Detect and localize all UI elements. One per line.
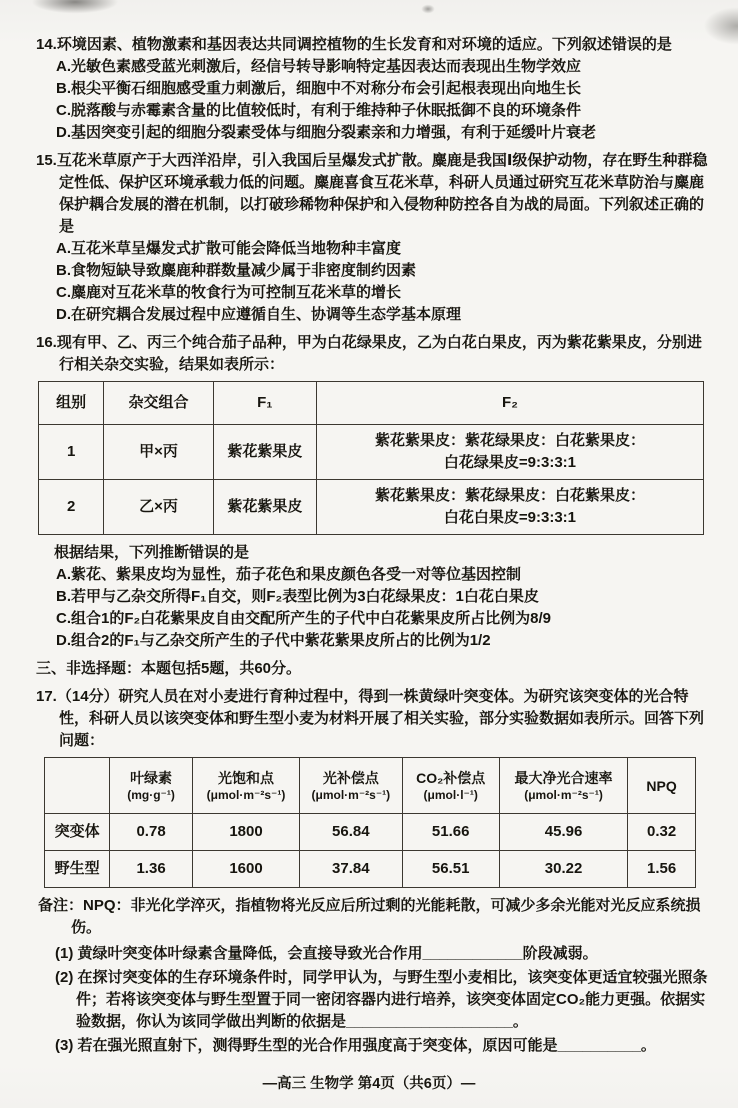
q16-row1-f2-line2: 白花绿果皮=9:3:3:1	[443, 454, 577, 471]
q17-mutant-light-saturation: 1800	[192, 814, 299, 851]
page-footer: —高三 生物学 第4页（共6页）—	[262, 1076, 476, 1092]
q17-wildtype-npq: 1.56	[628, 851, 696, 888]
question-16	[36, 332, 708, 652]
q17-table-row-wildtype	[45, 851, 696, 888]
q17-header-co2-compensation-name: CO₂补偿点	[416, 770, 486, 786]
q17-header-co2-compensation-unit: (μmol·l⁻¹)	[423, 788, 478, 802]
q17-header-chlorophyll	[110, 758, 193, 814]
q16-row2-cross: 乙×丙	[104, 480, 213, 535]
q17-header-light-saturation-name: 光饱和点	[218, 770, 274, 786]
q17-table-header-row	[45, 758, 696, 814]
q17-header-npq-name: NPQ	[646, 777, 677, 794]
q17-header-npq	[628, 758, 696, 814]
q16-row1-f2	[316, 425, 703, 480]
q16-option-d: D.组合2的F₁与乙杂交所产生的子代中紫花紫果皮所占的比例为1/2	[56, 632, 491, 649]
q16-header-f1: F₁	[213, 382, 316, 425]
q17-header-light-saturation	[192, 758, 299, 814]
q17-header-light-compensation	[300, 758, 402, 814]
q17-stem: 17.（14分）研究人员在对小麦进行育种过程中，得到一株黄绿叶突变体。为研究该突变体的光合特性，科研人员以该突变体和野生型小麦为材料开展了相关实验，部分实验数据如表所示。回答下列问题：	[36, 688, 705, 749]
q17-header-max-photosynthesis	[499, 758, 627, 814]
q16-header-group: 组别	[39, 382, 104, 425]
q16-option-b: B.若甲与乙杂交所得F₁自交，则F₂表型比例为3白花绿果皮：1白花白果皮	[56, 588, 539, 605]
q17-wildtype-chlorophyll: 1.36	[110, 851, 193, 888]
q16-table-header-row	[39, 382, 704, 425]
q17-wildtype-label: 野生型	[45, 851, 110, 888]
q16-option-a: A.紫花、紫果皮均为显性，茄子花色和果皮颜色各受一对等位基因控制	[56, 566, 522, 583]
q14-stem: 14.环境因素、植物激素和基因表达共同调控植物的生长发育和对环境的适应。下列叙述错误的是	[36, 36, 672, 53]
q16-option-c: C.组合1的F₂白花紫果皮自由交配所产生的子代中白花紫果皮所占比例为8/9	[56, 610, 552, 627]
q17-header-chlorophyll-unit: (mg·g⁻¹)	[127, 788, 175, 802]
q17-sub-question-3: (3) 若在强光照直射下，测得野生型的光合作用强度高于突变体，原因可能是__________。	[55, 1037, 656, 1054]
q16-row2-f2-line1: 紫花紫果皮：紫花绿果皮：白花紫果皮：	[374, 487, 645, 504]
q17-wildtype-light-saturation: 1600	[192, 851, 299, 888]
q16-row1-f2-line1: 紫花紫果皮：紫花绿果皮：白花紫果皮：	[374, 432, 645, 449]
q16-row2-f1: 紫花紫果皮	[213, 480, 316, 535]
q17-header-empty	[45, 758, 110, 814]
q17-header-light-compensation-name: 光补偿点	[322, 770, 379, 786]
q16-row2-f2	[316, 480, 703, 535]
q16-prompt: 根据结果，下列推断错误的是	[54, 544, 250, 561]
q16-row2-f2-line2: 白花白果皮=9:3:3:1	[443, 509, 577, 526]
q17-mutant-label: 突变体	[45, 814, 110, 851]
q17-header-light-compensation-unit: (μmol·m⁻²s⁻¹)	[311, 788, 391, 802]
q16-header-cross: 杂交组合	[104, 382, 213, 425]
q17-wildtype-co2-compensation: 56.51	[402, 851, 499, 888]
q15-stem: 15.互花米草原产于大西洋沿岸，引入我国后呈爆发式扩散。麋鹿是我国Ⅰ级保护动物，存在野生种群稳定性低、保护区环境承载力低的问题。麋鹿喜食互花米草，科研人员通过研究互花米草防治与麋鹿保护耦合发展的潜在机制，以打破珍稀物种保护和入侵物种防控各自为战的局面。下列叙述正确的是	[36, 152, 708, 235]
q17-mutant-npq: 0.32	[628, 814, 696, 851]
q17-data-table	[44, 757, 696, 888]
q15-option-c: C.麋鹿对互花米草的牧食行为可控制互花米草的增长	[56, 284, 402, 301]
q14-option-d: D.基因突变引起的细胞分裂素受体与细胞分裂素亲和力增强，有利于延缓叶片衰老	[56, 124, 597, 141]
q16-row1-group: 1	[39, 425, 104, 480]
q17-mutant-max-photosynthesis: 45.96	[499, 814, 627, 851]
q17-mutant-light-compensation: 56.84	[300, 814, 402, 851]
q16-header-f2: F₂	[316, 382, 703, 425]
q17-table-row-mutant	[45, 814, 696, 851]
q15-option-a: A.互花米草呈爆发式扩散可能会降低当地物种丰富度	[56, 240, 402, 257]
q15-option-d: D.在研究耦合发展过程中应遵循自生、协调等生态学基本原理	[56, 306, 462, 323]
q16-table-row-1	[39, 425, 704, 480]
q17-mutant-co2-compensation: 51.66	[402, 814, 499, 851]
q17-header-chlorophyll-name: 叶绿素	[130, 770, 173, 786]
q17-header-max-photosynthesis-name: 最大净光合速率	[514, 770, 613, 786]
question-14	[36, 34, 708, 144]
q16-row2-group: 2	[39, 480, 104, 535]
section-3-heading: 三、非选择题：本题包括5题，共60分。	[36, 660, 302, 677]
q17-wildtype-light-compensation: 37.84	[300, 851, 402, 888]
q17-header-light-saturation-unit: (μmol·m⁻²s⁻¹)	[206, 788, 286, 802]
q16-table-row-2	[39, 480, 704, 535]
q14-option-b: B.根尖平衡石细胞感受重力刺激后，细胞中不对称分布会引起根表现出向地生长	[56, 80, 582, 97]
q17-header-co2-compensation	[402, 758, 499, 814]
q16-cross-table	[38, 381, 704, 535]
question-15	[36, 150, 708, 326]
q17-header-max-photosynthesis-unit: (μmol·m⁻²s⁻¹)	[524, 788, 603, 802]
q17-mutant-chlorophyll: 0.78	[110, 814, 193, 851]
question-17	[36, 686, 708, 1057]
q16-row1-cross: 甲×丙	[104, 425, 213, 480]
q17-sub-question-2: (2) 在探讨突变体的生存环境条件时，同学甲认为，与野生型小麦相比，该突变体更适宜较强光照条件；若将该突变体与野生型置于同一密闭容器内进行培养，该突变体固定CO₂能力更强。依据实验数据，你认为该同学做出判断的依据是____________________。	[55, 969, 708, 1030]
q14-option-c: C.脱落酸与赤霉素含量的比值较低时，有利于维持种子休眠抵御不良的环境条件	[56, 102, 582, 119]
q17-sub-question-1: (1) 黄绿叶突变体叶绿素含量降低，会直接导致光合作用____________阶段减弱。	[55, 945, 598, 962]
q14-option-a: A.光敏色素感受蓝光刺激后，经信号转导影响特定基因表达而表现出生物学效应	[56, 58, 582, 75]
q17-wildtype-max-photosynthesis: 30.22	[499, 851, 627, 888]
q16-row1-f1: 紫花紫果皮	[213, 425, 316, 480]
q17-note: 备注：NPQ：非光化学淬灭，指植物将光反应后所过剩的光能耗散，可减少多余光能对光反应系统损伤。	[38, 897, 701, 936]
q15-option-b: B.食物短缺导致麋鹿种群数量减少属于非密度制约因素	[56, 262, 417, 279]
q16-stem: 16.现有甲、乙、丙三个纯合茄子品种，甲为白花绿果皮，乙为白花白果皮，丙为紫花紫果皮，分别进行相关杂交实验，结果如表所示：	[36, 334, 702, 373]
